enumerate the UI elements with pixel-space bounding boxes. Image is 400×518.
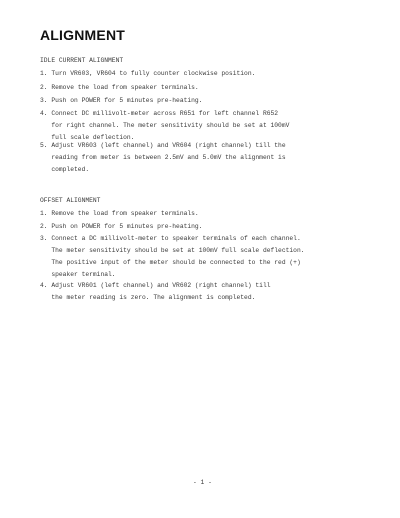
step-line: 1. Turn VR603, VR604 to fully counter clockwise position.: [40, 70, 256, 77]
step-line: 3. Push on POWER for 5 minutes pre-heating.: [40, 97, 203, 104]
idle-current-step-5: [40, 142, 286, 174]
offset-step-3: [40, 235, 305, 278]
page-number: - 1 -: [193, 479, 212, 486]
step-line: reading from meter is between 2.5mV and 5.0mV the alignment is: [40, 154, 286, 161]
step-line: 4. Connect DC millivolt-meter across R651 for left channel R652: [40, 110, 279, 117]
step-line: 2. Push on POWER for 5 minutes pre-heating.: [40, 223, 203, 230]
step-line: for right channel. The meter sensitivity should be set at 100mV: [40, 122, 290, 129]
step-line: speaker terminal.: [40, 271, 116, 278]
idle-current-step-4: [40, 110, 290, 142]
step-line: the meter reading is zero. The alignment is completed.: [40, 294, 256, 301]
step-line: 5. Adjust VR603 (left channel) and VR604 (right channel) till the: [40, 142, 286, 149]
offset-step-4: [40, 282, 271, 308]
step-line: 1. Remove the load from speaker terminals.: [40, 210, 199, 217]
section-heading-idle-current: IDLE CURRENT ALIGNMENT: [40, 57, 124, 64]
step-line: The meter sensitivity should be set at 100mV full scale deflection.: [40, 247, 305, 254]
section-heading-offset: OFFSET ALIGNMENT: [40, 197, 101, 204]
step-line: The positive input of the meter should be connected to the red (+): [40, 259, 301, 266]
step-line: completed.: [40, 166, 90, 173]
step-line: 4. Adjust VR601 (left channel) and VR602 (right channel) till: [40, 282, 271, 289]
page-title: ALIGNMENT: [40, 27, 126, 43]
step-line: 2. Remove the load from speaker terminals.: [40, 84, 199, 91]
step-line: full scale deflection.: [40, 134, 135, 141]
step-line: 3. Connect a DC millivolt-meter to speaker terminals of each channel.: [40, 235, 301, 242]
